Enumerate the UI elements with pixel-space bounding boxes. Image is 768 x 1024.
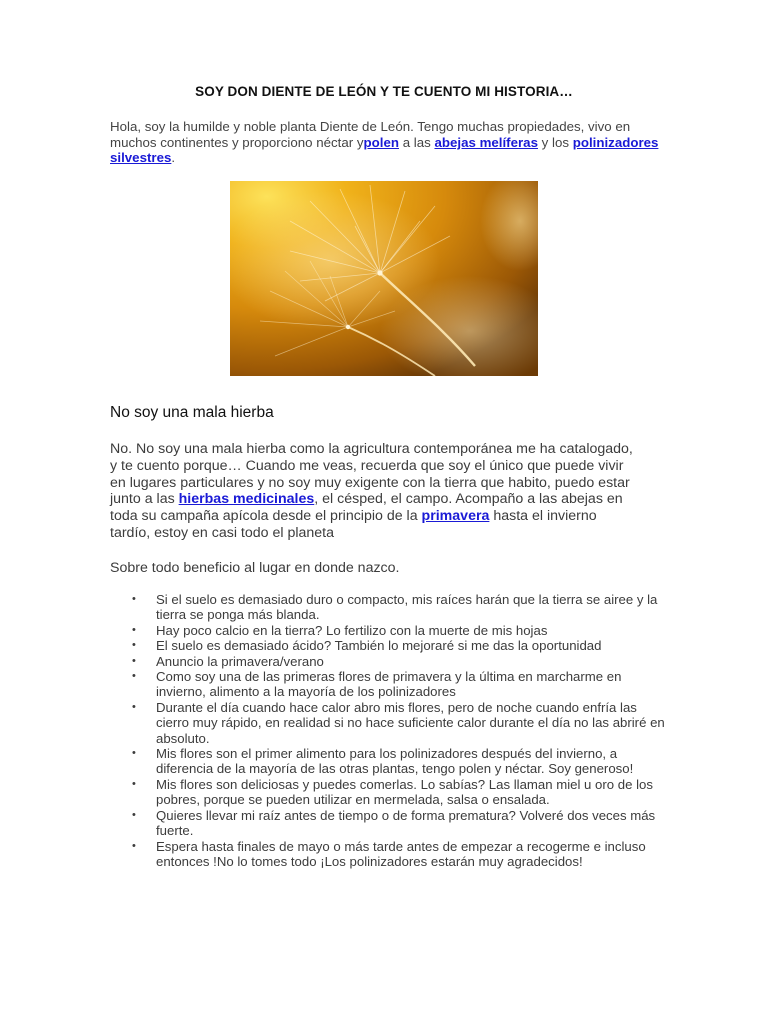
intro-paragraph [110,119,670,166]
bullet-icon: • [132,747,136,760]
intro-text: a las [399,134,435,150]
section-heading: No soy una mala hierba [110,404,274,421]
hierbas-link-label: hierbas medicinales [178,491,315,508]
intro-text: y los [537,134,573,150]
polen-link[interactable] [364,135,399,150]
list-item [110,808,670,839]
list-item [110,700,670,746]
paragraph-text: No. No soy una mala hierba como la agricultura contemporánea me ha catalogado, y te cuento porque… Cuando me veas, recuerda que soy el único que puede vivir en lugares particulares y no soy muy exigente con la tierra que habito, puedo estar junto a las [110,441,633,508]
benefits-list [110,592,670,869]
list-item-text: Como soy una de las primeras flores de primavera y la última en marcharme en invierno, alimento a la mayoría de los polinizadores [156,669,622,700]
list-item-text: El suelo es demasiado ácido? También lo mejoraré si me das la oportunidad [156,638,602,654]
dandelion-seed-photo [230,181,538,376]
paragraph-text: , el césped, el campo. Acompaño a las abejas en toda su campaña apícola desde el principio de la [110,491,623,525]
bullet-icon: • [132,639,136,652]
list-item [110,592,670,623]
list-item [110,638,670,653]
polinizadores-link-label: polinizadores silvestres [110,134,659,166]
bullet-icon: • [132,623,136,636]
list-item-text: Quieres llevar mi raíz antes de tiempo o de forma prematura? Volveré dos veces más fuerte. [156,807,656,839]
primavera-link-label: primavera [421,508,490,525]
bullet-icon: • [132,593,136,605]
list-item-text: Mis flores son el primer alimento para los polinizadores después del invierno, a diferencia de la mayoría de las otras plantas, tengo polen y néctar. Soy generoso! [156,746,634,777]
list-item-text: Mis flores son deliciosas y puedes comerlas. Lo sabías? Las llaman miel u oro de los pobres, porque se pueden utilizar en mermelada, salsa o ensalada. [156,776,653,808]
list-item [110,669,670,700]
body-paragraph [110,441,635,542]
bullet-icon: • [132,670,136,683]
list-item-text: Hay poco calcio en la tierra? Lo fertilizo con la muerte de mis hojas [156,622,548,638]
bullet-icon: • [132,700,136,713]
primavera-link[interactable] [422,508,490,524]
hierbas-medicinales-link[interactable] [179,491,315,507]
dandelion-seed-image [230,181,538,376]
bullet-icon: • [132,808,136,821]
list-item-text: Si el suelo es demasiado duro o compacto, mis raíces harán que la tierra se airee y la tierra se ponga más blanda. [156,592,658,623]
list-item-text: Durante el día cuando hace calor abro mis flores, pero de noche cuando enfría las cierro muy rápido, en realidad si no hace suficiente calor durante el día no las abriré en absoluto. [156,699,665,746]
intro-text: . [171,150,176,166]
list-item-text: Anuncio la primavera/verano [156,653,324,669]
list-item [110,623,670,638]
abejas-link-label: abejas melíferas [434,134,538,150]
bullet-icon: • [132,777,136,790]
abejas-meliferas-link[interactable] [434,135,538,150]
list-item [110,654,670,669]
benefit-intro: Sobre todo beneficio al lugar en donde nazco. [110,560,400,576]
list-item [110,777,670,808]
polen-link-label: polen [363,134,399,150]
bullet-icon: • [132,839,136,852]
bullet-icon: • [132,654,136,667]
intro-text: Hola, soy la humilde y noble planta Diente de León. Tengo muchas propiedades, vivo en muchos continentes y proporciono néctar y [110,119,631,150]
list-item [110,746,670,777]
list-item [110,839,670,870]
paragraph-text: hasta el invierno tardío, estoy en casi todo el planeta [110,508,597,541]
list-item-text: Espera hasta finales de mayo o más tarde antes de empezar a recogerme e incluso entonces !No lo tomes todo ¡Los polinizadores estarán muy agradecidos! [156,838,646,869]
document-title: SOY DON DIENTE DE LEÓN Y TE CUENTO MI HISTORIA… [195,84,573,99]
